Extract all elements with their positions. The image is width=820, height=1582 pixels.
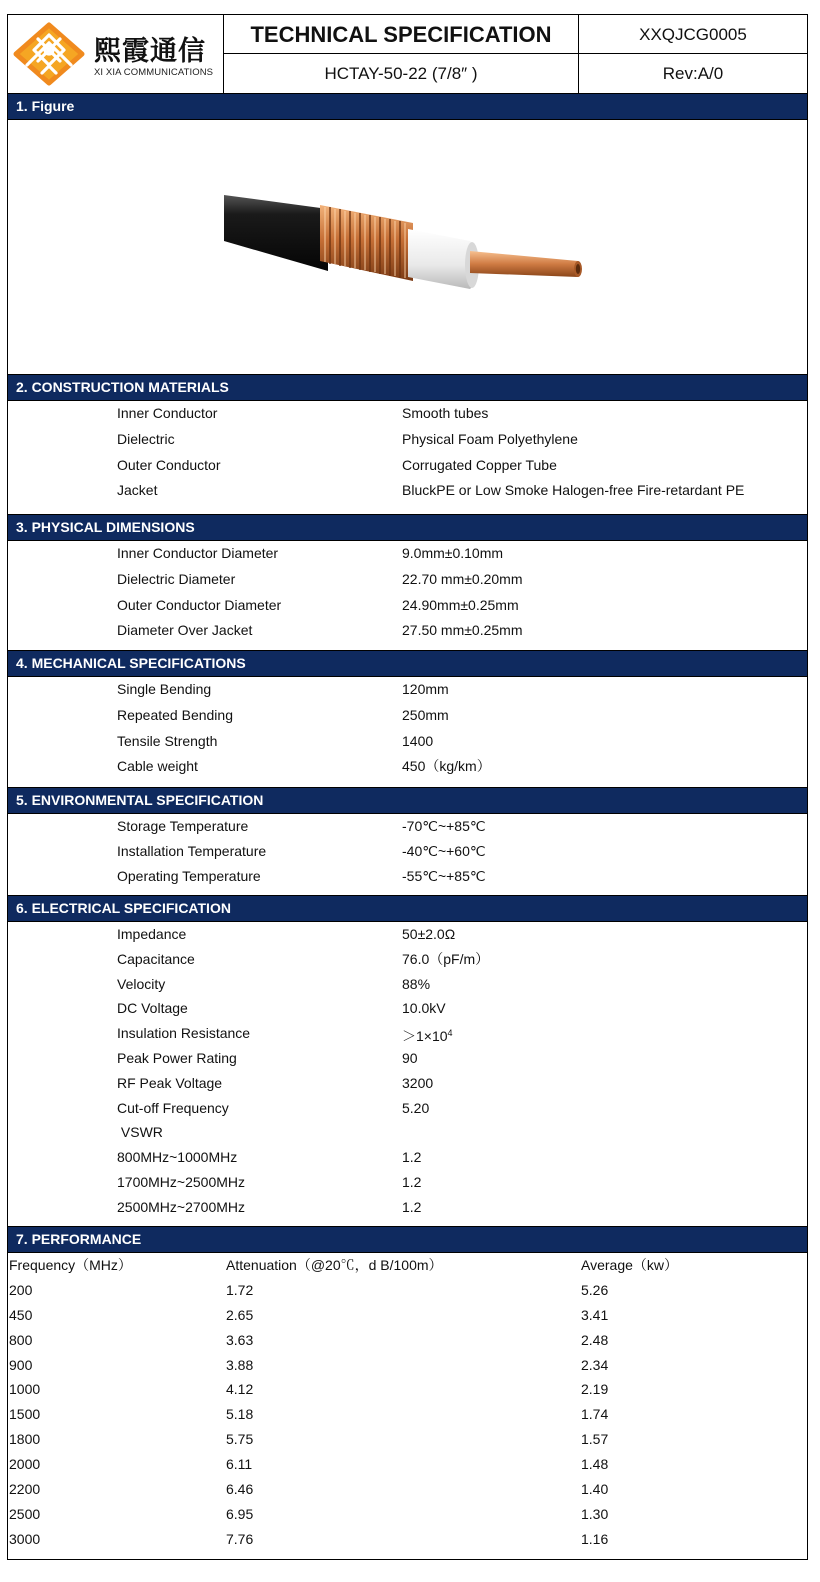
construction-list <box>8 401 807 504</box>
list-item: Diameter Over Jacket 27.50 mm±0.25mm <box>117 622 523 639</box>
list-item: Dielectric Diameter 22.70 mm±0.20mm <box>117 570 523 587</box>
table-header-row <box>8 1253 807 1278</box>
list-item: RF Peak Voltage 3200 <box>117 1074 434 1091</box>
table-row: 2500 6.95 1.30 <box>9 1505 609 1522</box>
column-header: Attenuation（@20℃，d B/100m） <box>226 1257 443 1273</box>
section-mechanical-header: 4. MECHANICAL SPECIFICATIONS <box>8 650 807 677</box>
header <box>8 15 807 93</box>
logo-knot-icon <box>12 21 86 87</box>
list-item: Tensile Strength 1400 <box>117 732 434 749</box>
list-item: Single Bending 120mm <box>117 681 449 697</box>
section-performance-header: 7. PERFORMANCE <box>8 1226 807 1253</box>
list-item: Peak Power Rating 90 <box>117 1049 418 1066</box>
coaxial-cable-image <box>208 189 588 299</box>
table-row: 800 3.63 2.48 <box>9 1331 609 1348</box>
table-row: 2200 6.46 1.40 <box>9 1481 609 1498</box>
section-figure-header: 1. Figure <box>8 93 807 120</box>
mechanical-list <box>8 677 807 780</box>
figure-area <box>8 121 807 375</box>
electrical-list <box>8 922 807 1220</box>
spec-sheet <box>7 14 808 1560</box>
list-item: Installation Temperature -40℃~+60℃ <box>117 842 486 859</box>
document-code: XXQJCG0005 <box>579 15 807 54</box>
list-item: Storage Temperature -70℃~+85℃ <box>117 818 486 834</box>
physical-list <box>8 541 807 644</box>
company-logo <box>8 15 224 93</box>
table-row: 3000 7.76 1.16 <box>9 1530 609 1547</box>
list-item: VSWR <box>117 1124 163 1141</box>
list-item: 2500MHz~2700MHz 1.2 <box>117 1198 422 1215</box>
list-item: 1700MHz~2500MHz 1.2 <box>117 1173 422 1190</box>
list-item: Capacitance 76.0（pF/m） <box>117 950 490 967</box>
list-item: Velocity 88% <box>117 975 431 992</box>
list-item: Jacket BluckPE or Low Smoke Halogen-free Fire-retardant PE <box>117 482 745 499</box>
list-item: Operating Temperature -55℃~+85℃ <box>117 867 486 884</box>
performance-table <box>8 1253 807 1552</box>
list-item: Outer Conductor Corrugated Copper Tube <box>117 456 557 473</box>
column-header: Average（kw） <box>581 1257 679 1273</box>
table-row: 200 1.72 5.26 <box>9 1281 609 1298</box>
document-title: TECHNICAL SPECIFICATION <box>224 15 579 54</box>
table-row: 1000 4.12 2.19 <box>9 1381 609 1398</box>
revision: Rev:A/0 <box>662 64 724 83</box>
company-name-en: XI XIA COMMUNICATIONS <box>94 67 214 78</box>
list-item: 800MHz~1000MHz 1.2 <box>117 1149 422 1166</box>
column-header: Frequency（MHz） <box>9 1257 132 1273</box>
environmental-list <box>8 814 807 888</box>
list-item: Impedance 50±2.0Ω <box>117 926 456 942</box>
list-item: Repeated Bending 250mm <box>117 706 449 723</box>
company-name-cn: 熙霞通信 <box>94 36 206 67</box>
section-construction-header: 2. CONSTRUCTION MATERIALS <box>8 374 807 401</box>
table-row: 1500 5.18 1.74 <box>9 1406 609 1423</box>
table-row: 450 2.65 3.41 <box>9 1306 609 1323</box>
section-environmental-header: 5. ENVIRONMENTAL SPECIFICATION <box>8 787 807 814</box>
section-physical-header: 3. PHYSICAL DIMENSIONS <box>8 514 807 541</box>
list-item: Dielectric Physical Foam Polyethylene <box>117 430 578 447</box>
table-row: 2000 6.11 1.48 <box>9 1456 609 1473</box>
list-item: Inner Conductor Smooth tubes <box>117 405 489 421</box>
list-item: Cable weight 450（kg/km） <box>117 758 491 775</box>
list-item: Inner Conductor Diameter 9.0mm±0.10mm <box>117 545 504 561</box>
table-row: 900 3.88 2.34 <box>9 1356 609 1373</box>
list-item: Cut-off Frequency 5.20 <box>117 1099 430 1116</box>
list-item: DC Voltage 10.0kV <box>117 1000 446 1017</box>
table-row: 1800 5.75 1.57 <box>9 1431 609 1448</box>
list-item: Insulation Resistance $>1\times 10^4$ <box>117 1025 453 1045</box>
list-item: Outer Conductor Diameter 24.90mm±0.25mm <box>117 596 519 613</box>
product-model: HCTAY-50-22 (7/8″ ) <box>224 54 579 93</box>
section-electrical-header: 6. ELECTRICAL SPECIFICATION <box>8 895 807 922</box>
